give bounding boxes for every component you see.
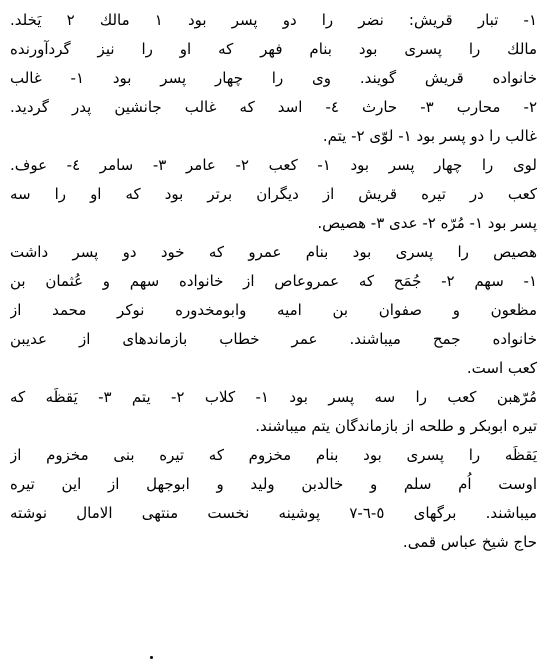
text-line: هصیص را پسری بود بنام عمرو كه خود دو پسر داشت [10,243,537,261]
text-line: ١- تبار قریش: نضر را دو پسر بود ١ مالك ٢ یَخلد. [10,11,537,29]
text-line: كعب در تیره قریش از دیگران برتر بود كه او را سه [10,185,537,203]
text-line: لوی را چهار پسر بود ١- كعب ٢- عامر ٣- سامر ٤- عوف. [10,156,537,174]
text-line: ٢- محارب ٣- حارث ٤- اسد كه غالب جانشین پدر گردید. [10,98,537,116]
text-line: حاج شیخ عباس قمی. [402,533,537,551]
text-line: خانواده جمح میباشند. عمر خطاب بازماندهای از عدیبن [10,330,537,348]
text-line: میباشند. برگهای ٥-٦-٧ پوشینه نخست منتهی الامال نوشته [10,504,537,522]
text-line: ١- سهم ٢- جُمَح كه عمروعاص از خانواده سهم و عُثمان بن [10,272,537,290]
text-line: اوست اُم سلم و خالدبن ولید و ابوجهل از این تیره [10,475,537,493]
text-line: مُرّهبن كعب را سه پسر بود ١- كلاب ٢- یتم ٣- یَقظَه كه [10,388,537,406]
text-line: كعب است. [466,359,537,377]
scan-dot [150,656,153,659]
text-line: غالب را دو پسر بود ١- لوّی ٢- یتم. [322,127,537,145]
text-line: مالك را پسری بود بنام فهر كه او را نیز گردآورنده [10,40,537,58]
text-line: خانواده قریش گویند. وی را چهار پسر بود ١- غالب [10,69,537,87]
document-body [10,6,537,557]
text-line: یَقظَه را پسری بود بنام مخزوم كه تیره بنی مخزوم از [10,446,537,464]
text-line: پسر بود ١- مُرّه ٢- عدی ٣- هصیص. [317,214,537,232]
text-line: مظعون و صفوان بن امیه وابومخدوره نوكر محمد از [10,301,537,319]
text-line: تیره ابوبكر و طلحه از بازماندگان یتم میباشند. [255,417,537,435]
